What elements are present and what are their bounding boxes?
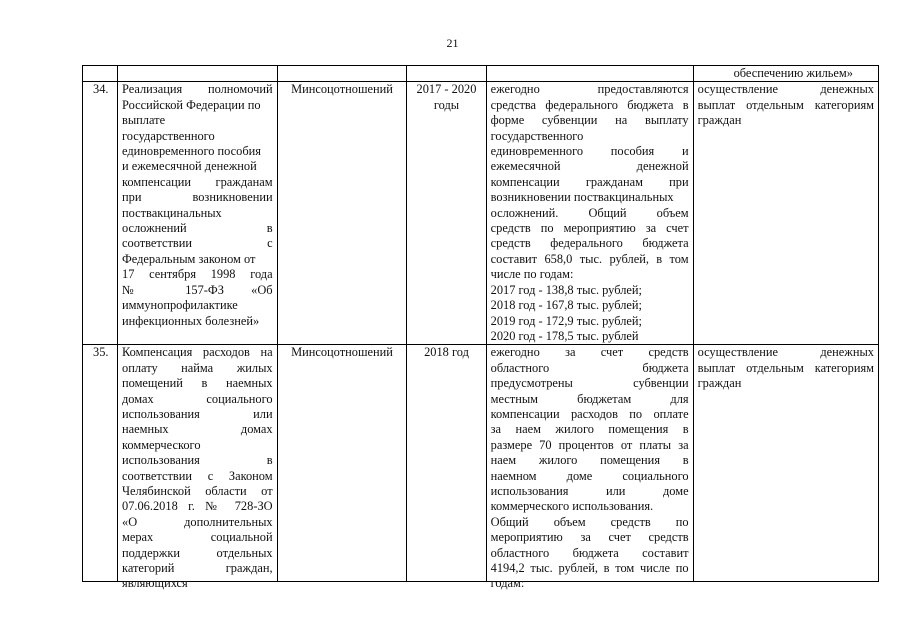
expected-result: осуществление денежных выплат отдельным категориям граждан <box>693 345 878 582</box>
measure-name: Компенсация расходов на оплату найма жилых помещений в наемных домах социального использования или наемных домах коммерческого использования в соответствии с Законом Челябинской области от 07.06.2018 г. № 728-ЗО «О дополнительных мерах социальной поддержки отдельных категорий граждан, являющихся <box>118 345 278 582</box>
cont-date-cell <box>407 66 486 82</box>
page-number: 21 <box>446 36 459 50</box>
responsible-org: Минсоцотношений <box>277 82 407 345</box>
period: 2017 - 2020 годы <box>407 82 486 345</box>
cont-name-cell <box>118 66 278 82</box>
table-row <box>83 345 879 582</box>
responsible-org: Минсоцотношений <box>277 345 407 582</box>
period: 2018 год <box>407 345 486 582</box>
row-number: 35. <box>83 345 118 582</box>
cont-num-cell <box>83 66 118 82</box>
row-number: 34. <box>83 82 118 345</box>
continuation-row <box>83 66 879 82</box>
measures-table <box>82 65 879 591</box>
measure-name: Реализация полномочий Российской Федерации по выплате государственного единовременного пособия и ежемесячной денежной компенсации гражданам при возникновении поствакцинальных осложнений в соответствии с Федеральным законом от 17 сентября 1998 года № 157-ФЗ «Об иммунопрофилактике инфекционных болезней» <box>118 82 278 345</box>
measure-description: ежегодно за счет средств областного бюджета предусмотрены субвенции местным бюджетам для компенсации расходов по оплате за наем жилого помещения в размере 70 процентов от платы за наем жилого помещения в наемном доме социального использования или доме коммерческого использования. Общий объем средств по мероприятию за счет средств областного бюджета составит 4194,2 тыс. рублей, в том числе по годам: <box>486 345 693 582</box>
cont-org-cell <box>277 66 407 82</box>
measure-description: ежегодно предоставляются средства федерального бюджета в форме субвенции на выплату государственного единовременного пособия и ежемесячной денежной компенсации гражданам при возникновении поствакцинальных осложнений. Общий объем средств по мероприятию за счет средств федерального бюджета составит 658,0 тыс. рублей, в том числе по годам: 2017 год - 138,8 тыс. рублей; 2018 год - 167,8 тыс. рублей; 2019 год - 172,9 тыс. рублей; 2020 год - 178,5 тыс. рублей <box>486 82 693 345</box>
cont-desc-cell <box>486 66 693 82</box>
table-row <box>83 82 879 345</box>
expected-result: осуществление денежных выплат отдельным категориям граждан <box>693 82 878 345</box>
cont-result-cell: обеспечению жильем» <box>693 66 878 82</box>
